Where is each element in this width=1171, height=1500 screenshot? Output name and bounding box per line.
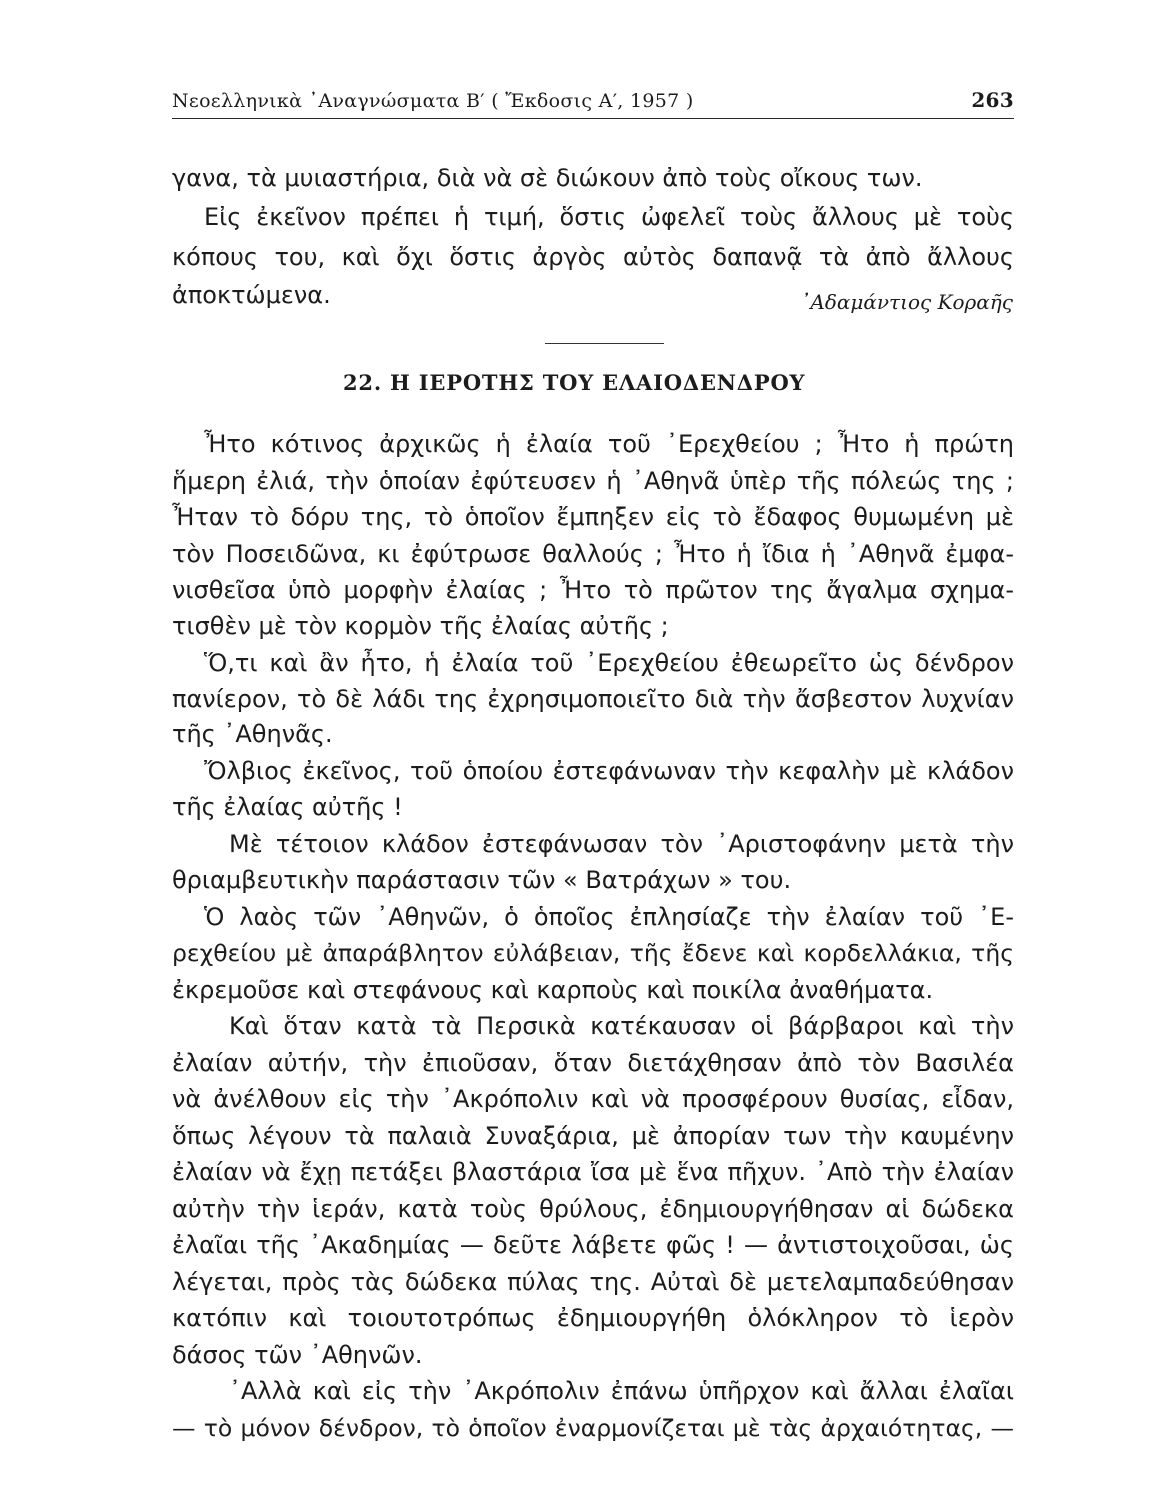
text-line: τὸν Ποσειδῶνα, κι ἐφύτρωσε θαλλούς ; Ἦτο ἡ ἴδια ἡ ᾿Αθηνᾶ ἐμφα- bbox=[172, 540, 1014, 568]
text-line: — τὸ μόνον δένδρον, τὸ ὁποῖον ἐναρμονίζεται μὲ τὰς ἀρχαιότητας, — bbox=[172, 1414, 1014, 1442]
text-line: νισθεῖσα ὑπὸ μορφὴν ἐλαίας ; Ἦτο τὸ πρῶτον της ἄγαλμα σχημα- bbox=[172, 576, 1014, 604]
text-line: Ἦτο κότινος ἀρχικῶς ἡ ἐλαία τοῦ ᾿Ερεχθείου ; Ἦτο ἡ πρώτη bbox=[204, 430, 1014, 458]
text-line: ἥμερη ἐλιά, τὴν ὁποίαν ἐφύτευσεν ἡ ᾿Αθηνᾶ ὑπὲρ τῆς πόλεώς της ; bbox=[172, 467, 1014, 495]
section-title: 22. Η ΙΕΡΟΤΗΣ ΤΟΥ ΕΛΑΙΟΔΕΝΔΡΟΥ bbox=[343, 370, 806, 395]
text-line: Ὁ λαὸς τῶν ᾿Αθηνῶν, ὁ ὁποῖος ἐπλησίαζε τὴν ἐλαίαν τοῦ ᾿Ε- bbox=[204, 903, 1014, 931]
text-line: λέγεται, πρὸς τὰς δώδεκα πύλας της. Αὐταὶ δὲ μετελαμπαδεύθησαν bbox=[172, 1268, 1014, 1296]
text-line: τῆς ἐλαίας αὐτῆς ! bbox=[172, 793, 403, 821]
text-line: θριαμβευτικὴν παράστασιν τῶν « Βατράχων » του. bbox=[172, 866, 792, 894]
text-line: νὰ ἀνέλθουν εἰς τὴν ᾿Ακρόπολιν καὶ νὰ προσφέρουν θυσίας, εἶδαν, bbox=[172, 1085, 1014, 1113]
text-line: ὅπως λέγουν τὰ παλαιὰ Συναξάρια, μὲ ἀπορίαν των τὴν καυμένην bbox=[172, 1122, 1014, 1150]
text-line: αὐτὴν τὴν ἱεράν, κατὰ τοὺς θρύλους, ἐδημιουργήθησαν αἱ δώδεκα bbox=[172, 1195, 1014, 1223]
text-line: πανίερον, τὸ δὲ λάδι της ἐχρησιμοποιεῖτο διὰ τὴν ἄσβεστον λυχνίαν bbox=[172, 685, 1014, 713]
page-header bbox=[172, 88, 1014, 119]
page-number: 263 bbox=[971, 88, 1014, 112]
text-line: Μὲ τέτοιον κλάδον ἐστεφάνωσαν τὸν ᾿Αριστοφάνην μετὰ τὴν bbox=[229, 830, 1014, 858]
text-line: κατόπιν καὶ τοιουτοτρόπως ἐδημιουργήθη ὁλόκληρον τὸ ἱερὸν bbox=[172, 1304, 1014, 1332]
text-line: Καὶ ὅταν κατὰ τὰ Περσικὰ κατέκαυσαν οἱ βάρβαροι καὶ τὴν bbox=[229, 1012, 1014, 1040]
text-line: ἐκρεμοῦσε καὶ στεφάνους καὶ καρποὺς καὶ ποικίλα ἀναθήματα. bbox=[172, 976, 934, 1004]
section-divider bbox=[545, 343, 664, 344]
text-line: ρεχθείου μὲ ἀπαράβλητον εὐλάβειαν, τῆς ἔδενε καὶ κορδελλάκια, τῆς bbox=[172, 939, 1014, 967]
text-line: ᾿Αλλὰ καὶ εἰς τὴν ᾿Ακρόπολιν ἐπάνω ὑπῆρχον καὶ ἄλλαι ἐλαῖαι bbox=[229, 1377, 1014, 1405]
text-line: ἀποκτώμενα. bbox=[172, 281, 331, 309]
text-line: τῆς ᾿Αθηνᾶς. bbox=[172, 720, 333, 748]
text-line: Εἰς ἐκεῖνον πρέπει ἡ τιμή, ὅστις ὠφελεῖ τοὺς ἄλλους μὲ τοὺς bbox=[204, 203, 1014, 231]
text-line: τισθὲν μὲ τὸν κορμὸν τῆς ἐλαίας αὐτῆς ; bbox=[172, 612, 669, 640]
text-line: Ὄλβιος ἐκεῖνος, τοῦ ὁποίου ἐστεφάνωναν τὴν κεφαλὴν μὲ κλάδον bbox=[204, 757, 1014, 785]
text-line: ἐλαίαν νὰ ἔχῃ πετάξει βλαστάρια ἴσα μὲ ἕνα πῆχυν. ᾿Απὸ τὴν ἐλαίαν bbox=[172, 1158, 1014, 1186]
text-line: Ὅ,τι καὶ ἂν ἦτο, ἡ ἐλαία τοῦ ᾿Ερεχθείου ἐθεωρεῖτο ὡς δένδρον bbox=[204, 649, 1014, 677]
text-line: ἐλαῖαι τῆς ᾿Ακαδημίας — δεῦτε λάβετε φῶς ! — ἀντιστοιχοῦσαι, ὡς bbox=[172, 1231, 1014, 1259]
running-title: Νεοελληνικὰ ᾿Αναγνώσματα Β′ ( Ἔκδοσις Α′, 1957 ) bbox=[172, 90, 694, 112]
text-line: δάσος τῶν ᾿Αθηνῶν. bbox=[172, 1341, 423, 1369]
text-line: γανα, τὰ μυιαστήρια, διὰ νὰ σὲ διώκουν ἀπὸ τοὺς οἴκους των. bbox=[172, 164, 923, 192]
author-signature: ᾿Αδαμάντιος Κοραῆς bbox=[800, 290, 1013, 314]
text-line: κόπους του, καὶ ὄχι ὅστις ἀργὸς αὐτὸς δαπανᾷ τὰ ἀπὸ ἄλλους bbox=[172, 243, 1014, 271]
text-line: ἐλαίαν αὐτήν, τὴν ἐπιοῦσαν, ὅταν διετάχθησαν ἀπὸ τὸν Βασιλέα bbox=[172, 1049, 1014, 1077]
text-line: Ἦταν τὸ δόρυ της, τὸ ὁποῖον ἔμπηξεν εἰς τὸ ἔδαφος θυμωμένη μὲ bbox=[172, 503, 1014, 531]
